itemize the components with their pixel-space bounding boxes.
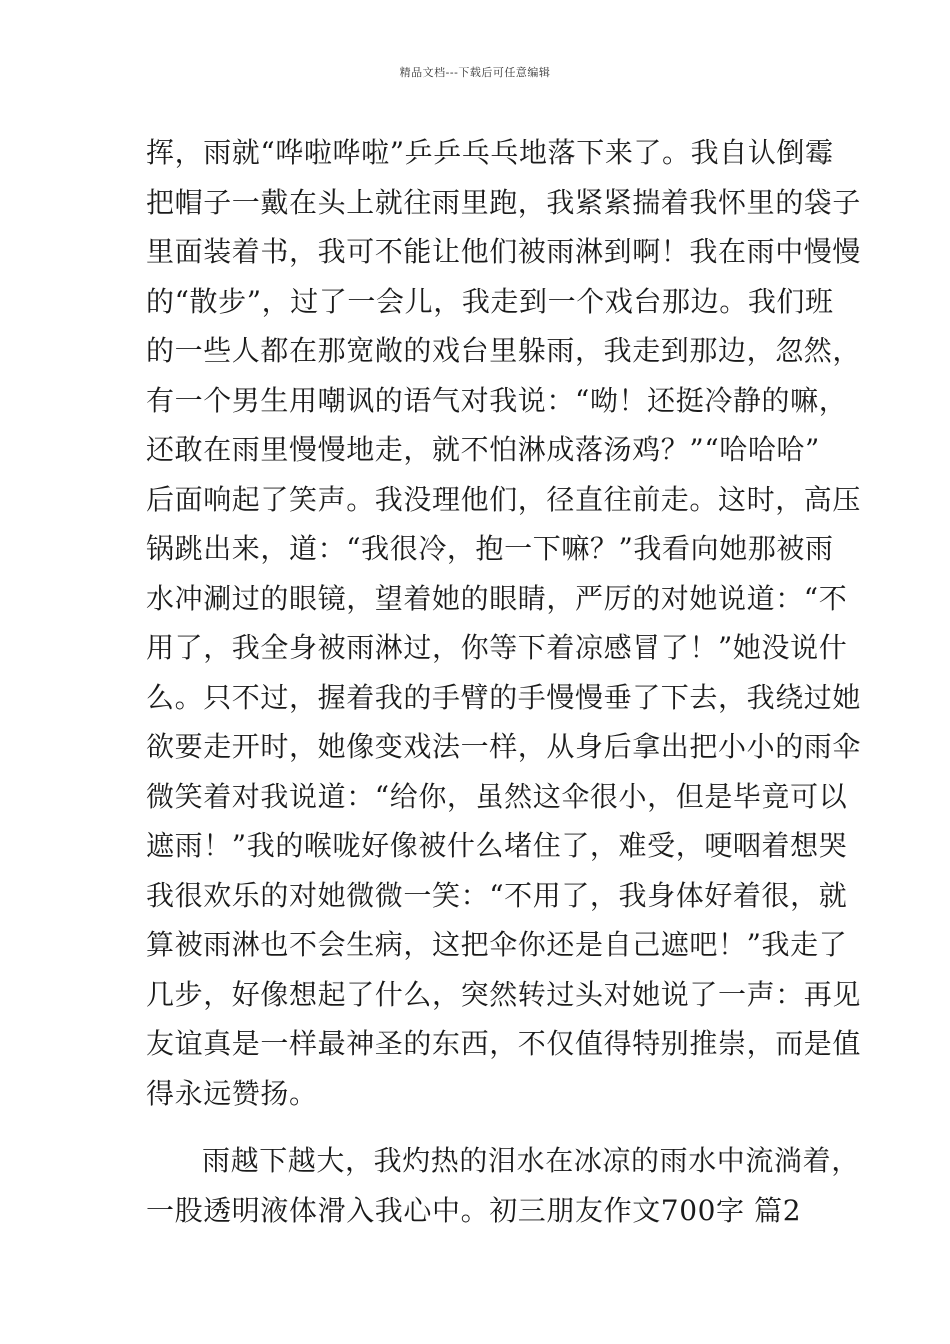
page-header: 精品文档---下载后可任意编辑 [399,66,551,79]
text-line: 用了，我全身被雨淋过，你等下着凉感冒了！”她没说什 [146,631,848,664]
text-line: 挥，雨就“哗啦哗啦”乒乒乓乓地落下来了。我自认倒霉 [146,136,834,169]
text-line: 把帽子一戴在头上就往雨里跑，我紧紧揣着我怀里的袋子 [146,185,862,219]
paragraph [146,128,862,1118]
paragraph-spacer [146,1118,816,1136]
text-line: 微笑着对我说道：“给你，虽然这伞很小，但是毕竟可以 [146,779,848,813]
document-body [146,128,862,1235]
text-line: 水冲涮过的眼镜，望着她的眼睛，严厉的对她说道：“不 [146,581,848,615]
text-line: 几步，好像想起了什么，突然转过头对她说了一声：再见 [146,977,862,1011]
text-line: 锅跳出来，道：“我很冷，抱一下嘛？”我看向她那被雨 [146,532,834,565]
text-line: 么。只不过，握着我的手臂的手慢慢垂了下去，我绕过她 [146,680,862,714]
text-line: 欲要走开时，她像变戏法一样，从身后拿出把小小的雨伞 [146,730,862,763]
text-line: 雨越下越大，我灼热的泪水在冰凉的雨水中流淌着， [202,1144,860,1177]
text-line: 我很欢乐的对她微微一笑：“不用了，我身体好着很，就 [146,878,848,912]
text-line: 后面响起了笑声。我没理他们，径直往前走。这时，高压 [146,482,862,516]
text-line: 算被雨淋也不会生病，这把伞你还是自己遮吧！”我走了 [146,928,848,961]
text-line: 还敢在雨里慢慢地走，就不怕淋成落汤鸡？”“哈哈哈” [146,433,820,466]
text-line: 友谊真是一样最神圣的东西，不仅值得特别推崇，而是值 [146,1027,862,1060]
text-line: 的一些人都在那宽敞的戏台里躲雨，我走到那边，忽然， [146,334,862,367]
text-line: 有一个男生用嘲讽的语气对我说：“呦！还挺冷静的嘛， [146,383,848,417]
text-line: 得永远赞扬。 [146,1076,318,1110]
text-line: 里面装着书，我可不能让他们被雨淋到啊！我在雨中慢慢 [146,235,862,268]
text-line: 一股透明液体滑入我心中。初三朋友作文700字 篇2 [146,1193,802,1227]
text-line: 的“散步”，过了一会儿，我走到一个戏台那边。我们班 [146,284,834,318]
paragraph [146,1136,860,1235]
text-line: 遮雨！”我的喉咙好像被什么堵住了，难受，哽咽着想哭 [146,829,848,862]
